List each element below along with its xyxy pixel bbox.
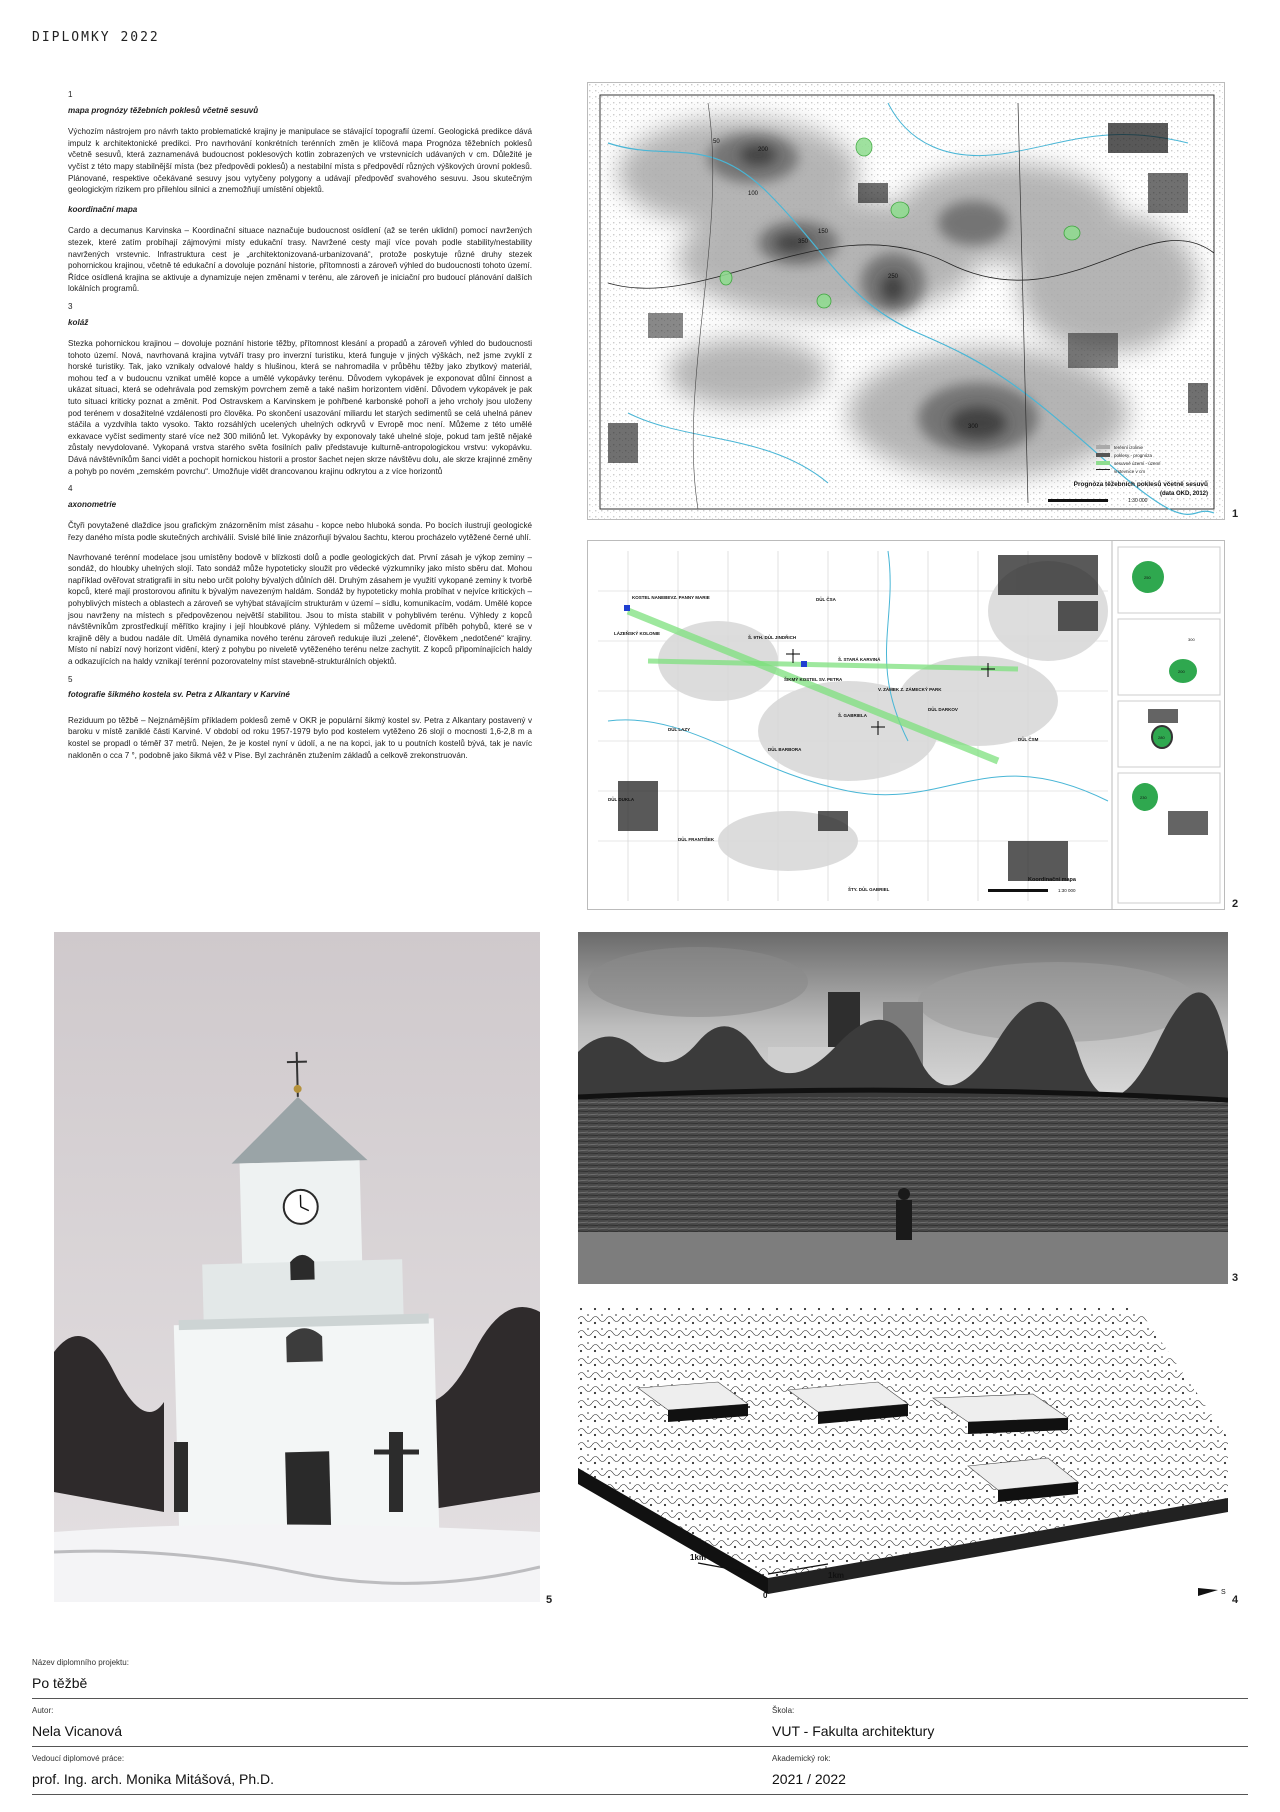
map2-scale: 1:30 000 [1058, 888, 1076, 893]
church-graphic [54, 932, 540, 1602]
section-title: koláž [68, 317, 89, 327]
map-label: LÁZEŇSKÝ KOLONIE [614, 631, 661, 636]
map2-legend-title: Koordinační mapa [1028, 877, 1076, 883]
section-title: koordinační mapa [68, 204, 138, 214]
section-2 [68, 204, 532, 295]
contour-label: 200 [758, 147, 769, 153]
axo-scale-label: 1km [690, 1553, 707, 1562]
author-label: Autor: [32, 1706, 54, 1715]
inset-value: 250 [1144, 575, 1151, 580]
footer-divider [32, 1698, 1248, 1699]
panel-number-2: 2 [1232, 898, 1239, 910]
section-title: mapa prognózy těžebních poklesů včetně sesuvů [68, 105, 259, 115]
section-title: axonometrie [68, 499, 117, 509]
section-paragraph: Výchozím nástrojem pro návrh takto problematické krajiny je manipulace se stávající topografií území. Geologická predikce dává impulz k architektonické predikci. Pro navrhování konkrétních terénních změn je klíčová mapa Prognóza těžebních poklesů včetně sesuvů, která zaznamenává budoucnost poklesových kotlin zobrazených ve vrstevnicích udávaných v cm. Důležité je vyčíst z této mapy stabilnější místa (bez předpovědi poklesů) a nestabilní místa s předpovědí různých výškových úrovní poklesů. Plánované, respektive očekávané sesuvy jsou vytyčeny polygony a udávají předpověď svahového sesuvu. Jsou skutečným geologickým rizikem pro přilehlou silnici a znemožňují umístění objektů. [68, 127, 532, 195]
leaning-church-photo [54, 932, 540, 1602]
legend-item: terénní izolinie [1114, 445, 1144, 450]
section-paragraph: Stezka pohornickou krajinou – dovoluje poznání historie těžby, přítomnost klesání a propadů a zároveň výhled do budoucnosti tohoto území. Nová, navrhovaná krajina vytváří trasy pro inverzní turistiku, která funguje v jiných výškách, než jsme zvyklí z horské turistiky. Tak, jako vznikaly odvalové haldy s hlušinou, která se nahromadila v průběhu těžby jako zbytkový materiál, mohou teď a v budoucnu vznikat umělé kopce a umělé vykopávky terénu. Důvodem vykopávek je exponovat důlní činnost a ukázat situaci, která se odehrávala pod zemským povrchem země a také našim horizontem vidění. Důvodem vykopávek je pak tuto situaci kriticky poznat a změnit. Pod Ostravskem a Karvinskem je pohřbené karbonské pohoří a jeho vrcholy jsou uloženy pod terénem v dosažitelné vzdálenosti pro člověka. Po skončení usazování miliardu let starých sedimentů se celá uhelná pánev stáčila a vyzdvihla takto vysoko. Takto rozsáhlých ucelených uhelných odkryvů v Evropě moc není. Můžeme z této umělé exkavace vyčíst sedimenty staré více než 300 miliónů let. Vykopávky by exponovaly také uhelné sloje, pokud tam ještě nějaké zůstaly nevydolované. Vykopaná vrstva starého světa fosilních paliv představuje kulturně-antropologickou vrstvu: vykopávku. Dává návštěvníkům šanci vidět a pochopit hornickou historii a prostor šachet nejen skrze návštěvu dolu, ale skrze krajinné změny a pohyb po novém „zemském povrchu“. Umožňuje vidět drancovanou krajinu odkrytou a z více horizontů [68, 339, 532, 476]
map1-subtitle: (data OKD, 2012) [1159, 491, 1208, 497]
map-label: DŮL DUKLA [608, 797, 635, 802]
axonometric-drawing [578, 1298, 1228, 1614]
supervisor-value: prof. Ing. arch. Monika Mitášová, Ph.D. [32, 1771, 274, 1787]
section-5 [68, 674, 532, 762]
footer-divider [32, 1794, 1248, 1795]
inset-value: 300 [1188, 637, 1195, 642]
section-3 [68, 301, 532, 477]
coordination-map-graphic [588, 541, 1225, 910]
inset-value: 230 [1140, 795, 1147, 800]
section-paragraph: Čtyři povytažené dlaždice jsou grafickým znázorněním míst zásahu - kopce nebo hluboká sonda. Po bocích ilustrují geologické řezy daného místa podle skutečných archiválií. Svislé bílé linie znázorňují bývalou šachtu, kterou procházelo vytěžené černé uhlí. [68, 521, 532, 542]
contour-label: 350 [798, 239, 809, 245]
school-label: Škola: [772, 1706, 795, 1715]
subsidence-prognosis-map [587, 82, 1225, 520]
school-value: VUT - Fakulta architektury [772, 1723, 935, 1739]
subsidence-map-graphic [588, 83, 1225, 520]
map2-insets [1118, 547, 1220, 903]
section-number: 4 [68, 484, 73, 494]
contour-label: 300 [968, 424, 979, 430]
axo-scale-label: 1km [828, 1571, 845, 1580]
legend-item: sesuvné území - území [1114, 461, 1161, 466]
north-arrow-icon [1198, 1588, 1218, 1596]
map-label: ŠTY. DŮL GABRIEL [848, 887, 890, 892]
panel-number-5: 5 [546, 1594, 553, 1606]
map-label: KOSTEL NANEBEVZ. PANNY MARIE [632, 595, 710, 600]
section-1 [68, 89, 532, 196]
axo-origin-label: 0 [763, 1591, 768, 1600]
map1-title: Prognóza těžebních poklesů včetně sesuvů [1073, 481, 1208, 488]
section-title: fotografie šikmého kostela sv. Petra z Alkantary v Karviné [68, 690, 290, 700]
contour-label: 250 [888, 274, 899, 280]
map-label: DŮL LAZY [668, 727, 691, 732]
collage-excavation-image [578, 932, 1228, 1284]
panel-number-3: 3 [1232, 1272, 1239, 1284]
project-title-label: Název diplomního projektu: [32, 1658, 129, 1667]
academic-year-label: Akademický rok: [772, 1754, 831, 1763]
map-label: Š. STARÁ KARVINÁ [838, 657, 881, 662]
legend-item: poklesy - prognóza [1114, 453, 1153, 458]
project-title-value: Po těžbě [32, 1675, 88, 1691]
inset-value: 200 [1178, 669, 1185, 674]
coordination-map [587, 540, 1225, 910]
section-paragraph: Reziduum po těžbě – Nejznámějším příkladem poklesů země v OKR je populární šikmý kostel sv. Petra z Alkantary postavený v baroku v místě zaniklé části Karviné. V období od roku 1957-1979 bylo pod kostelem vytěženo 26 slojí o mocnosti 1,6-2,8 m a kostel se propadl o téměř 37 metrů. Nejen, že je kostel nyní v údolí, a ne na kopci, jak to u poutních kostelů bývá, tak je navíc nakloněn o cca 7 °, podobně jako šikmá věž v Pise. Byl zachráněn ztužením základů a celkově zrekonstruován. [68, 715, 532, 760]
section-number: 3 [68, 301, 73, 311]
map-label: V. ZÁMEK Z. ZÁMECKÝ PARK [878, 687, 942, 692]
legend-item: vrstevnice v cm [1114, 469, 1146, 474]
map-label: DŮL ČSA [816, 597, 836, 602]
section-paragraph: Navrhované terénní modelace jsou umístěny bodově v blízkosti dolů a podle geologických dat. První zásah je výkop zeminy – sondáž, do hloubky uhelných slojí. Tato sondáž může hypoteticky sloužit pro vědecké výzkumníky jako místo sběru dat. Mohou například ověřovat stratigrafii in situ nebo určit polohy bývalých důlních děl. Druhým zásahem je využití vykopané zeminy k tvorbě kopců, které mají prostorovou afinitu k bývalým navezeným haldám. Sondáž by hypoteticky mohla probíhat v nejvíce kritických – pohyblivých místech a oblastech a zároveň se vyhýbat stávajícím strukturám v území – sídlu, komunikacím, vodám. Umělé kopce jsou navrženy na místech s předpovězenou největší stabilitou. Jsou to místa stabilit v pohyblivém terénu. Výhledy z kopců návštěvníkům zprostředkují měřítko krajiny i její hloubkové plány. Výhledem si můžeme uvědomit příběh pohybů, které se v krajině děly a budou nadále dít. Umělá dynamika nového terénu zároveň redukuje iluzi „zelené“, člověkem „nedotčené“ krajiny. Místo ní nabízí nový horizont vidění, který z pohybu po niveletě vytěženého terénu nelze zachytit. Z kopců připomínajících haldy a odkazujících na haldy vznikají terénní pozorovatelny míst stavebně-strukturálních objektů. [68, 552, 532, 666]
collage-graphic [578, 932, 1228, 1284]
supervisor-label: Vedoucí diplomové práce: [32, 1754, 125, 1763]
axonometry-graphic [578, 1298, 1228, 1614]
map-label: DŮL FRANTIŠEK [678, 837, 715, 842]
panel-number-4: 4 [1232, 1594, 1239, 1606]
panel-number-1: 1 [1232, 508, 1239, 520]
description-text-column [68, 83, 532, 767]
section-4 [68, 483, 532, 667]
contour-label: 50 [713, 139, 720, 145]
section-number: 1 [68, 90, 73, 99]
map-label: DŮL BARBORA [768, 747, 802, 752]
section-number: 5 [68, 674, 73, 684]
north-label: S [1221, 1589, 1226, 1596]
map1-scale: 1:30 000 [1128, 498, 1148, 504]
author-value: Nela Vicanová [32, 1723, 123, 1739]
map-label: Š. GABRIELA [838, 713, 868, 718]
contour-label: 100 [748, 191, 759, 197]
map-label: DŮL DARKOV [928, 707, 958, 712]
footer-divider [32, 1746, 1248, 1747]
inset-value: 280 [1158, 735, 1165, 740]
map-label: ŠIKMÝ KOSTEL SV. PETRA [784, 677, 843, 682]
map-label: Š. 9TH. DŮL JINDŘICH [748, 635, 797, 640]
page-header-label: DIPLOMKY 2022 [32, 30, 160, 45]
section-paragraph: Cardo a decumanus Karvinska – Koordinační situace naznačuje budoucnost osídlení (až se terén uklidní) pomocí navržených stezek, které zatím probíhají zájmovými místy edukační trasy. Navržené cesty mají více povah podle stability/nestability navržených vrstevnic. Infrastruktura cest je „architektonizovaná-urbanizovaná“, protože poskytuje různé druhy stezek pohornickou krajinou, včetně té edukační a dovoluje poznání historie, přítomnosti a zároveň výhled do budoucnosti tohoto území. Řídce osídlená krajina se aktivuje a dynamizuje nejen změnami v terénu, ale zároveň je iniciační pro budoucí plánování dalších lokálních programů. [68, 226, 532, 294]
contour-label: 150 [818, 229, 829, 235]
academic-year-value: 2021 / 2022 [772, 1771, 846, 1787]
map-label: DŮL ČSM [1018, 737, 1039, 742]
